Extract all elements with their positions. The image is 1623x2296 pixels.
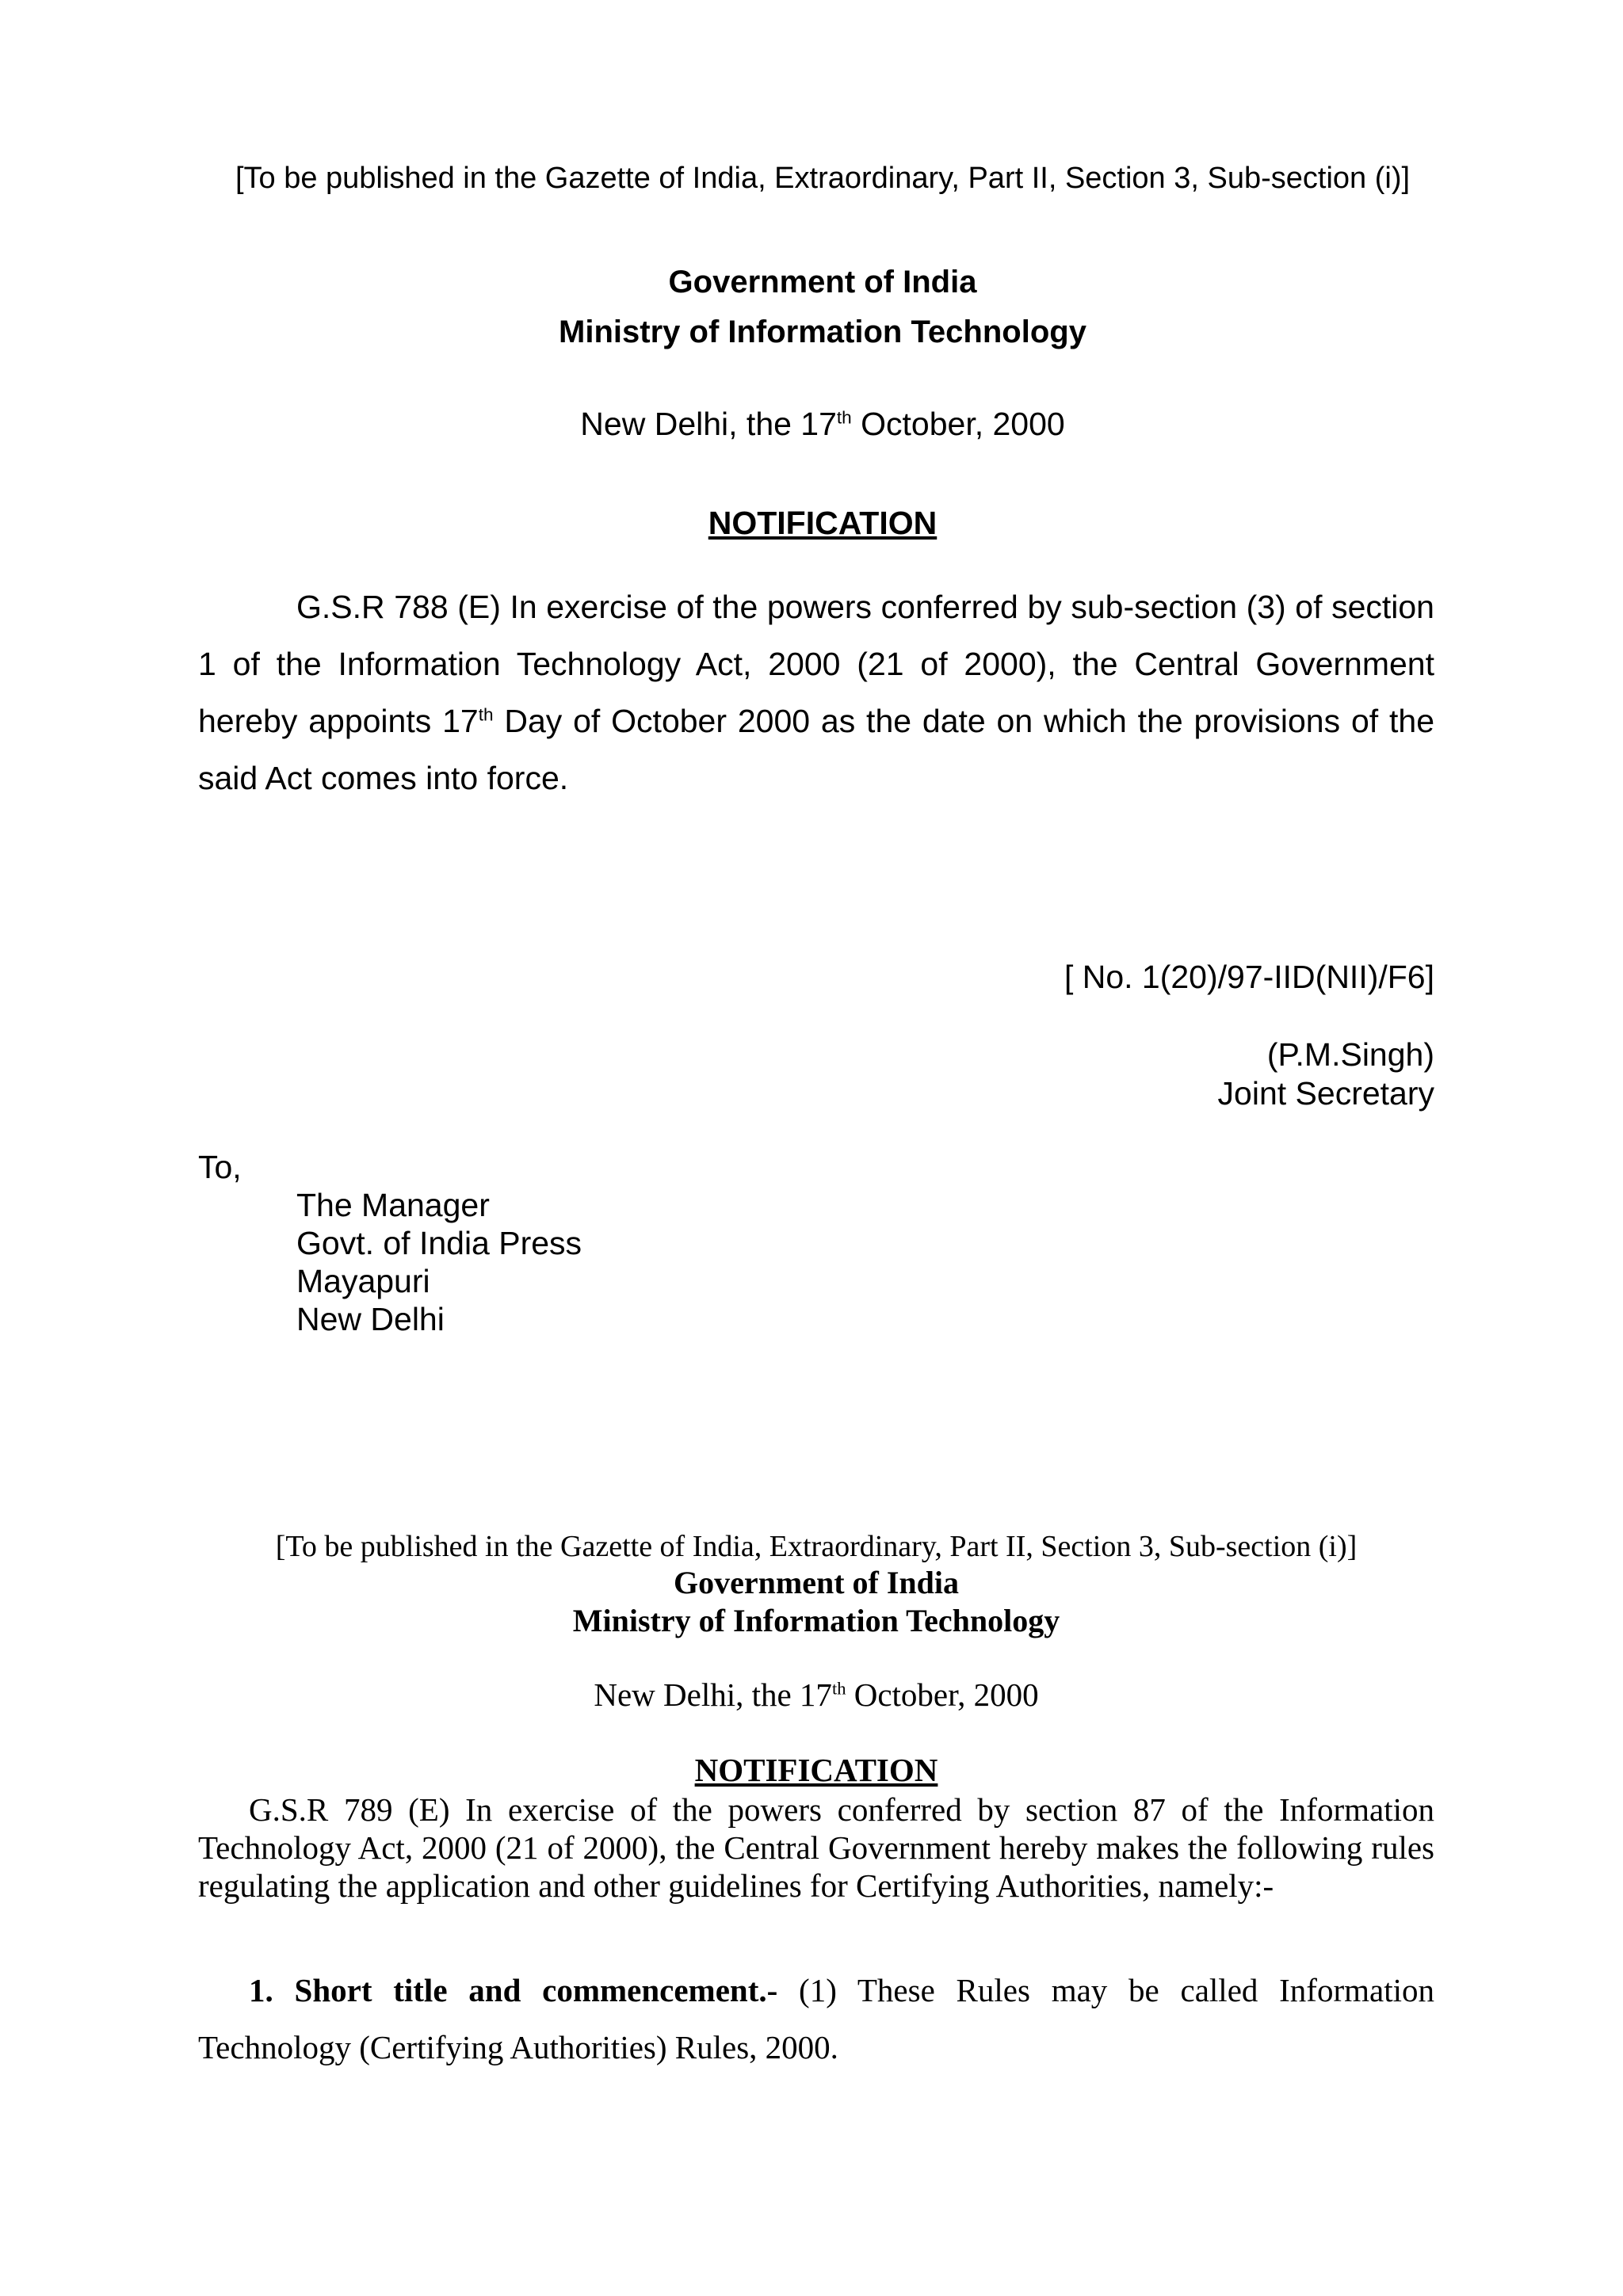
- issuer-heading-2: [198, 1564, 1434, 1640]
- signatory-title: Joint Secretary: [1217, 1075, 1434, 1112]
- to-label: To,: [198, 1149, 242, 1185]
- date-prefix: New Delhi, the 17: [580, 406, 837, 442]
- signatory-name: (P.M.Singh): [1266, 1036, 1434, 1073]
- body-text-part-2: Day of October 2000 as the date on which the provisions of the said Act comes into force.: [198, 703, 1434, 796]
- reference-number: [ No. 1(20)/97-IID(NII)/F6]: [1064, 959, 1434, 995]
- date-suffix-2: October, 2000: [846, 1676, 1039, 1713]
- body-superscript: th: [478, 704, 494, 725]
- notification-body-2: [198, 1791, 1434, 1905]
- address-line: Govt. of India Press: [296, 1225, 582, 1261]
- notification-title: NOTIFICATION: [708, 505, 938, 541]
- date-superscript-2: th: [831, 1678, 846, 1699]
- rule-1-heading: 1. Short title and commencement.-: [249, 1972, 778, 2008]
- date-prefix-2: New Delhi, the 17: [594, 1676, 832, 1713]
- notification-date: [198, 406, 1447, 443]
- notification-date-2: [198, 1676, 1434, 1714]
- government-name: Government of India: [668, 265, 977, 299]
- notification-title-2: NOTIFICATION: [694, 1752, 938, 1788]
- recipient-address: [296, 1186, 582, 1338]
- ministry-name: Ministry of Information Technology: [559, 315, 1086, 349]
- gazette-line: [To be published in the Gazette of India, Extraordinary, Part II, Section 3, Sub-section (i)]: [235, 162, 1411, 195]
- signature-block: [872, 1035, 1434, 1113]
- address-line: Mayapuri: [296, 1263, 430, 1299]
- issuer-heading: [198, 257, 1447, 357]
- government-name-2: Government of India: [674, 1565, 959, 1600]
- ministry-name-2: Ministry of Information Technology: [572, 1603, 1060, 1638]
- address-line: New Delhi: [296, 1301, 445, 1337]
- body-text-part-1: G.S.R 788 (E) In exercise of the powers conferred by sub-section (3) of section 1 of the Information Technology Act, 2000 (21 of 2000), the Central Government hereby appoints 17: [198, 589, 1434, 739]
- rule-1-text: (1) These Rules may be called Information Technology (Certifying Authorities) Rules, 2000.: [198, 1972, 1434, 2065]
- gazette-line-2: [To be published in the Gazette of India, Extraordinary, Part II, Section 3, Sub-section (i)]: [275, 1530, 1358, 1563]
- date-superscript: th: [836, 407, 852, 428]
- address-line: The Manager: [296, 1187, 490, 1223]
- rule-1: [198, 1962, 1434, 2076]
- notification-body: [198, 578, 1434, 807]
- body-text-2: G.S.R 789 (E) In exercise of the powers conferred by section 87 of the Information Technology Act, 2000 (21 of 2000), the Central Government hereby makes the following rules regulating the application and other guidelines for Certifying Authorities, namely:-: [198, 1791, 1434, 1904]
- date-suffix: October, 2000: [851, 406, 1065, 442]
